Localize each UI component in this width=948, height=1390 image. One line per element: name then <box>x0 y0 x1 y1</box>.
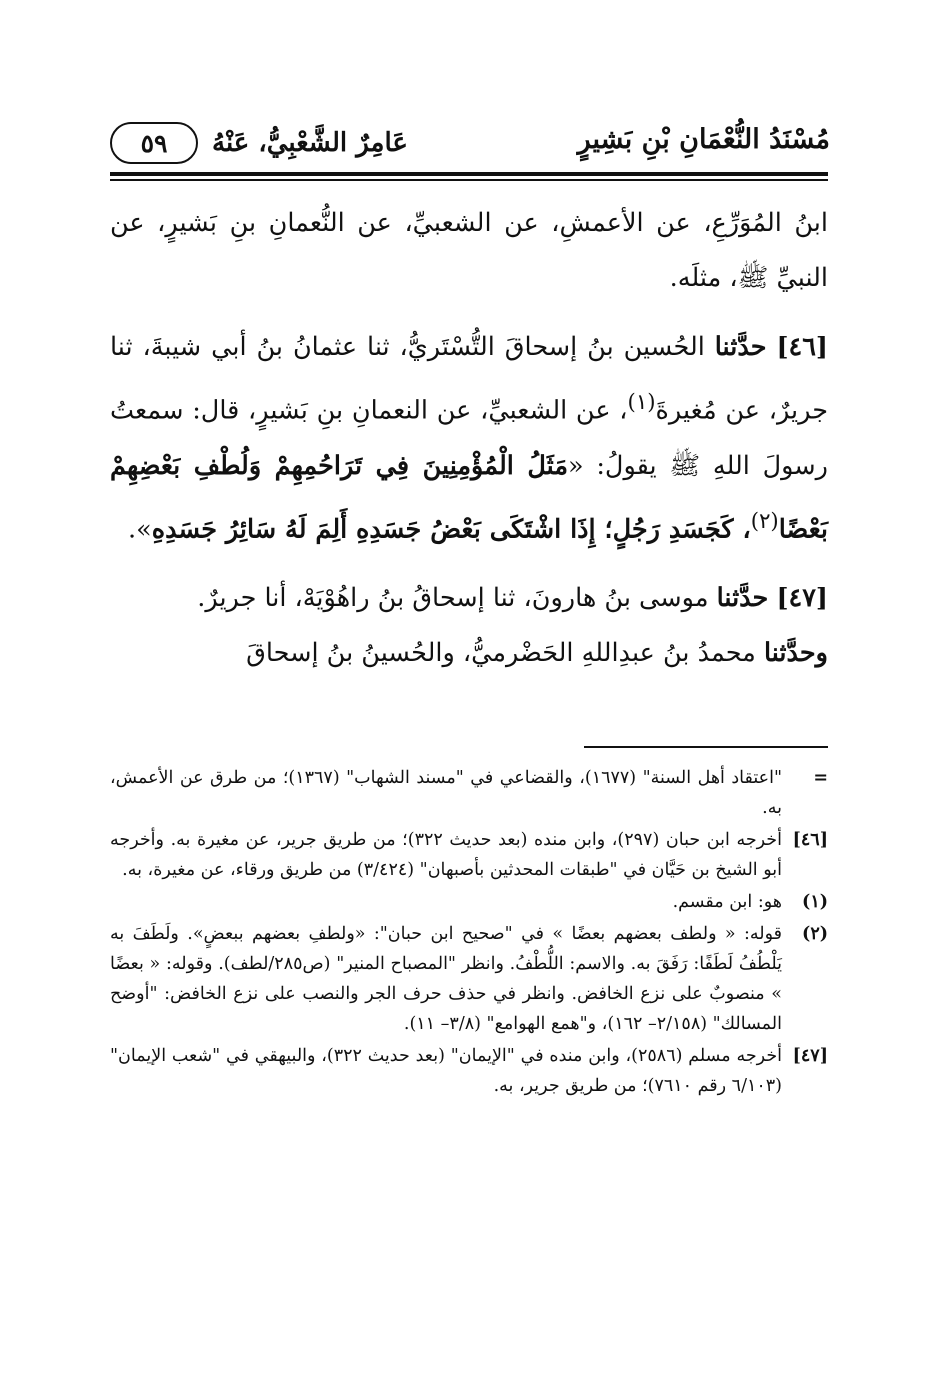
hadith-47-second-chain <box>110 626 828 681</box>
footnote <box>110 1041 828 1101</box>
isnad-text: ، عن الشعبيِّ، عن النعمانِ بنِ بَشيرٍ، قال: سمعتُ رسولَ اللهِ ﷺ يقولُ: « <box>110 395 828 481</box>
header-rule-thick <box>110 172 828 176</box>
header-rule-thin <box>110 179 828 181</box>
closing-quote: ». <box>128 514 152 544</box>
main-text <box>110 196 828 681</box>
footnote <box>110 763 828 823</box>
footnote-text: قوله: « ولطف بعضهم بعضًا » في "صحيح ابن حبان": «ولطفِ بعضهم ببعضٍ». ولَطَفَ به يَلْطُفُ لَطَفًا: رَفَقَ به. والاسم: اللُّطْفُ. وانظر "المصباح المنير" (ص٢٨٥/لطف). وقوله: « بعضًا » منصوبٌ على نزع الخافض. وانظر في حذف حرف الجر والنصب على نزع الخافض: "أوضح المسالك" (٢/١٥٨– ١٦٢)، و"همع الهوامع" (٣/٨– ١١). <box>110 924 782 1034</box>
matn-text: ، كَجَسَدِ رَجُلٍ؛ إِذَا اشْتَكَى بَعْضُ جَسَدِهِ أَلِمَ لَهُ سَائِرُ جَسَدِهِ <box>151 514 751 544</box>
footnote-text: أخرجه مسلم (٢٥٨٦)، وابن منده في "الإيمان" (بعد حديث ٣٢٢)، والبيهقي في "شعب الإيمان" (٦/١٠٣ رقم ٧٦١٠)؛ من طريق جرير، به. <box>110 1046 782 1096</box>
footnote <box>110 825 828 885</box>
footnote-marker: = <box>813 768 828 788</box>
footnote-ref: (١) <box>627 390 656 415</box>
hadith-lead: وحدَّثنا <box>763 638 828 668</box>
hadith-number: [٤٦] <box>776 332 828 362</box>
hadith-lead: حدَّثنا <box>716 583 769 613</box>
footnotes <box>110 763 828 1103</box>
hadith-46 <box>110 320 828 557</box>
footnote-ref: (٢) <box>750 508 779 534</box>
chapter-subject: عَامِرٌ الشَّعْبِيُّ، عَنْهُ <box>212 128 408 158</box>
footnote <box>110 887 828 917</box>
matn-text: مَثَلُ الْمُؤْمِنِينَ فِي تَرَاحُمِهِمْ وَلُطْفِ بَعْضِهِمْ بَعْضًا <box>110 450 828 544</box>
isnad-text: الحُسين بنُ إسحاقَ التُّسْتَريُّ، ثنا عثمانُ بنُ أبي شيبةَ، ثنا جريرٌ، عن مُغيرةَ <box>110 332 828 426</box>
footnote-text: "اعتقاد أهل السنة" (١٦٧٧)، والقضاعي في "مسند الشهاب" (١٣٦٧)؛ من طرق عن الأعمش، به. <box>110 768 782 818</box>
header-left-group <box>110 118 408 168</box>
isnad-text: محمدُ بنُ عبدِاللهِ الحَضْرميُّ، والحُسينُ بنُ إسحاقَ <box>246 638 756 668</box>
footnote-marker: [٤٧] <box>792 1046 828 1066</box>
page-number-badge: ٥٩ <box>110 122 198 164</box>
footnote-marker: [٤٦] <box>792 830 828 850</box>
footnote <box>110 919 828 1039</box>
running-header <box>110 118 830 168</box>
hadith-number: [٤٧] <box>776 583 828 613</box>
footnote-marker: (٢) <box>802 924 828 944</box>
footnote-separator <box>584 746 828 748</box>
footnote-text: أخرجه ابن حبان (٢٩٧)، وابن منده (بعد حديث ٣٢٢)؛ من طريق جرير، عن مغيرة به. وأخرجه أبو الشيخ بن حَيَّان في "طبقات المحدثين بأصبهان" (٣/٤٢٤) من طريق ورقاء، عن مغيرة، به. <box>110 830 782 880</box>
isnad-text: موسى بنُ هارونَ، ثنا إسحاقُ بنُ راهُوْيَهْ، أنا جريرٌ. <box>197 583 709 613</box>
hadith-47 <box>110 571 828 626</box>
hadith-lead: حدَّثنا <box>714 332 767 362</box>
footnote-text: هو: ابن مقسم. <box>672 892 782 912</box>
footnote-marker: (١) <box>802 892 828 912</box>
paragraph-continuation: ابنُ المُوَرِّعِ، عن الأعمشِ، عن الشعبيِّ، عن النُّعمانِ بنِ بَشيرٍ، عن النبيِّ ﷺ، مثلَه. <box>110 208 828 293</box>
book-title: مُسْنَدُ النُّعْمَانِ بْنِ بَشِيرٍ <box>577 124 830 155</box>
